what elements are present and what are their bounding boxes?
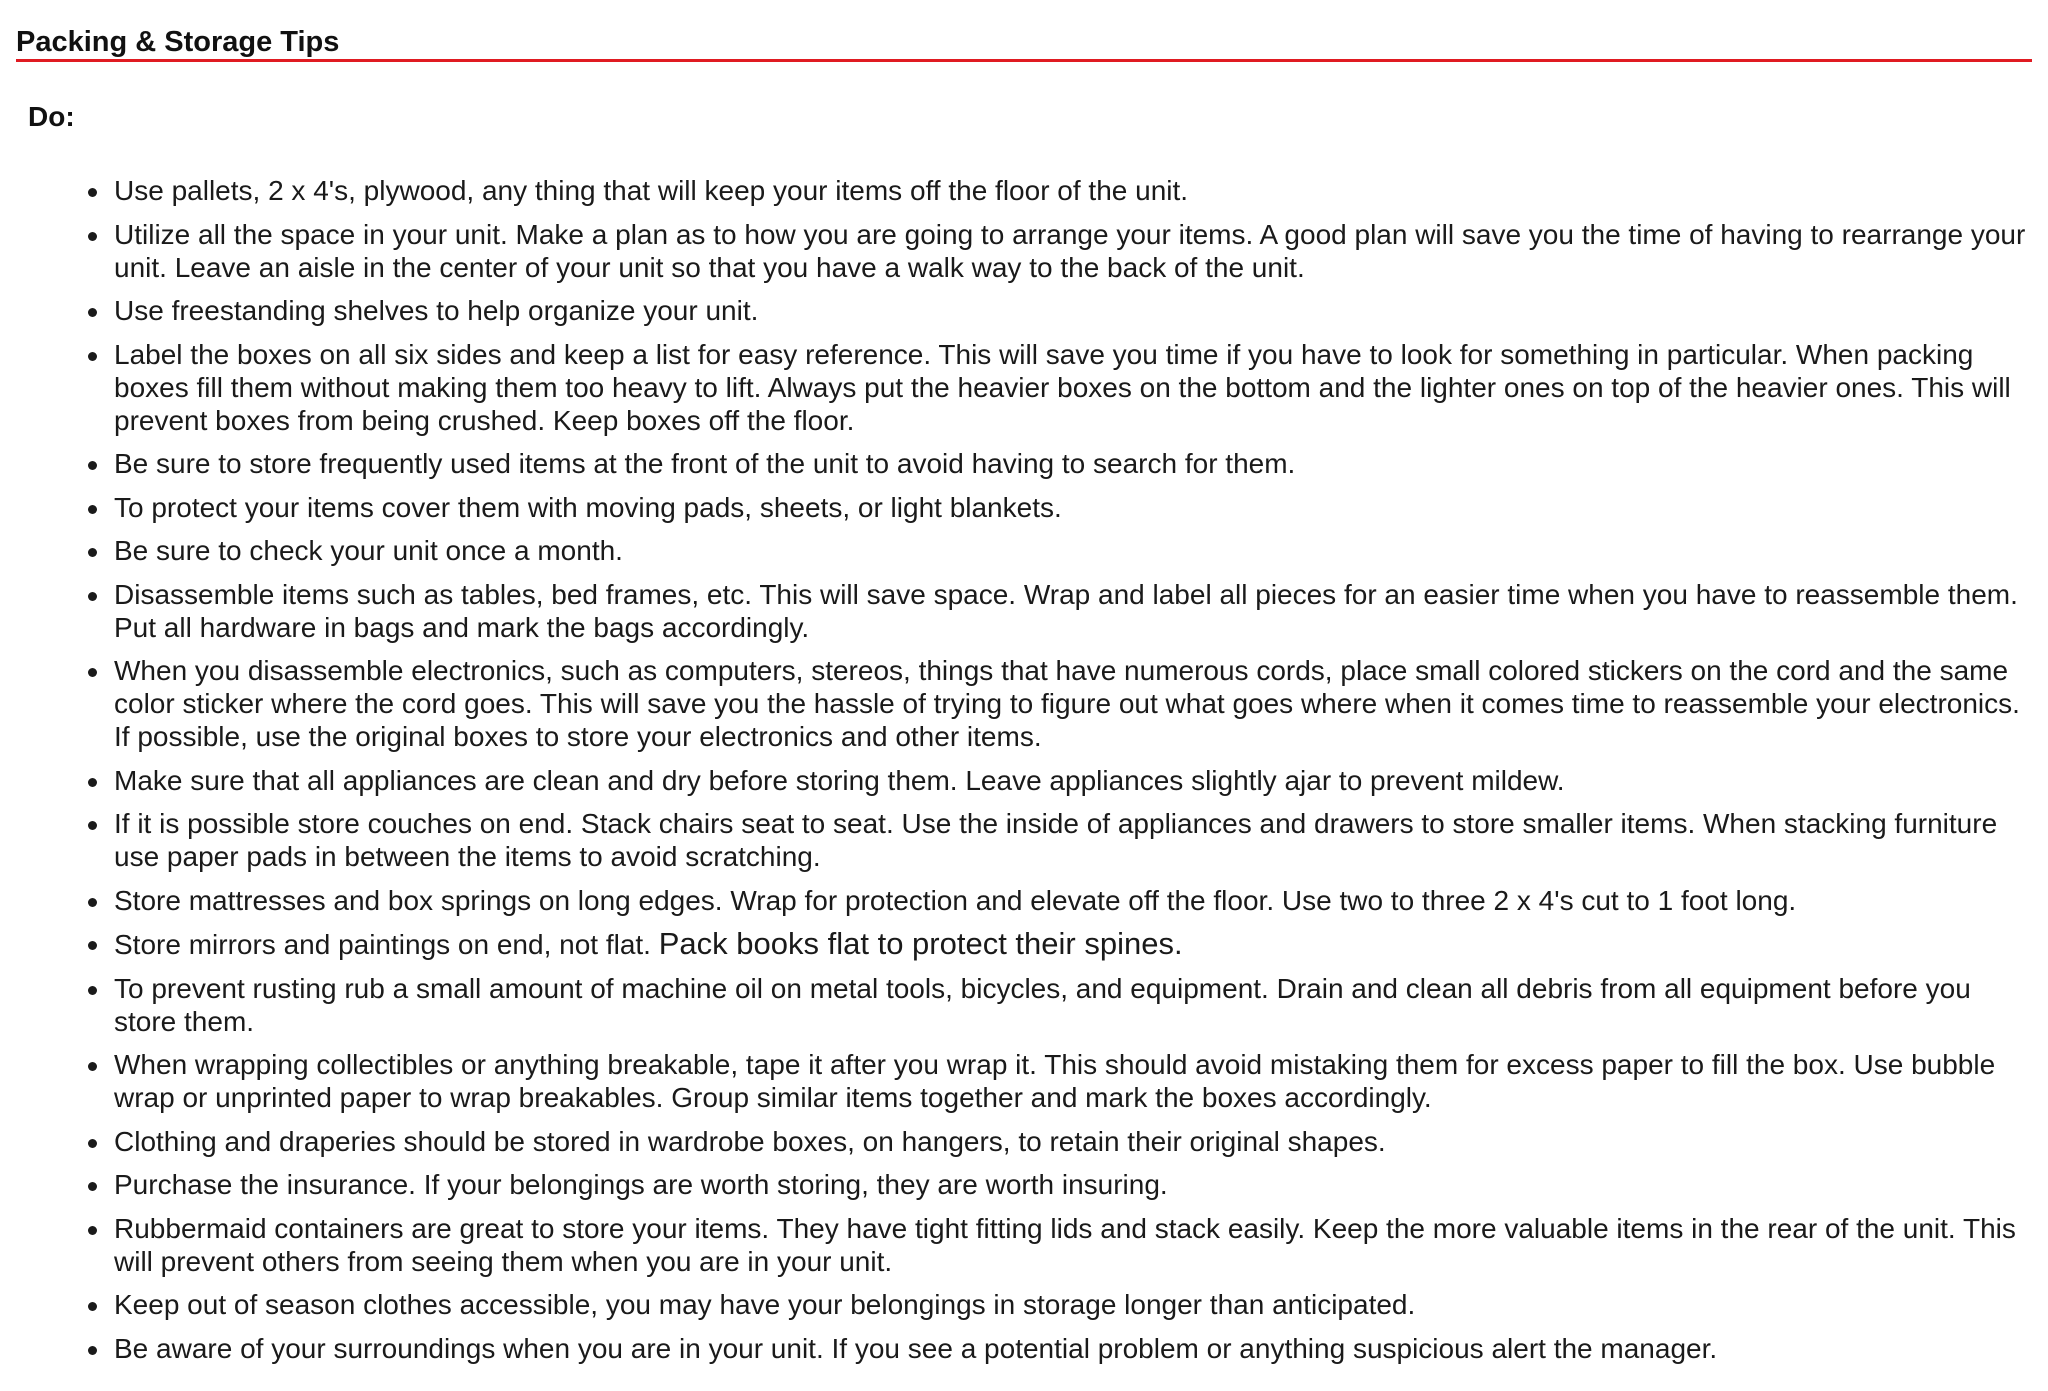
tip-text: Label the boxes on all six sides and keep a list for easy reference. This will save you time if you have to look for something in particular. When packing boxes fill them without making them too heavy to lift. Always put the heavier boxes on the bottom and the lighter ones on top of the heavier ones. This will prevent boxes from being crushed. Keep boxes off the floor. bbox=[114, 338, 2011, 436]
bullet-icon bbox=[88, 1346, 97, 1355]
tip-list-item bbox=[114, 578, 2030, 644]
bullet-icon bbox=[88, 1302, 97, 1311]
tip-list-item bbox=[114, 1288, 2030, 1321]
tip-text: To prevent rusting rub a small amount of machine oil on metal tools, bicycles, and equipment. Drain and clean all debris from all equipment before you store them. bbox=[114, 972, 1971, 1037]
tip-text: Use pallets, 2 x 4's, plywood, any thing that will keep your items off the floor of the unit. bbox=[114, 175, 1189, 206]
tip-text: Store mirrors and paintings on end, not flat. bbox=[114, 929, 659, 960]
bullet-icon bbox=[88, 592, 97, 601]
section-heading-do: Do: bbox=[28, 101, 75, 132]
tip-text: Be aware of your surroundings when you are in your unit. If you see a potential problem or anything suspicious alert the manager. bbox=[114, 1332, 1718, 1364]
tip-text: When you disassemble electronics, such as computers, stereos, things that have numerous cords, place small colored stickers on the cord and the same color sticker where the cord goes. This will save you the hassle of trying to figure out what goes where when it comes time to reassemble your electronics. If possible, use the original boxes to store your electronics and other items. bbox=[114, 655, 2020, 752]
tip-list-item bbox=[114, 534, 2030, 567]
tip-list-item bbox=[114, 654, 2030, 753]
bullet-icon bbox=[88, 352, 97, 361]
bullet-icon bbox=[88, 548, 97, 557]
tips-list bbox=[114, 174, 2030, 1375]
tip-list-item bbox=[114, 174, 2030, 207]
bullet-icon bbox=[88, 778, 97, 787]
tip-text: Utilize all the space in your unit. Make a plan as to how you are going to arrange your items. A good plan will save you the time of having to rearrange your unit. Leave an aisle in the center of your unit so that you have a walk way to the back of the unit. bbox=[114, 218, 2026, 283]
bullet-icon bbox=[88, 986, 97, 995]
tip-list-item bbox=[114, 972, 2030, 1038]
bullet-icon bbox=[88, 232, 97, 241]
tip-list-item bbox=[114, 447, 2030, 480]
tip-text: Be sure to check your unit once a month. bbox=[114, 535, 623, 566]
bullet-icon bbox=[88, 1226, 97, 1235]
bullet-icon bbox=[88, 668, 97, 677]
bullet-icon bbox=[88, 188, 97, 197]
tip-text: When wrapping collectibles or anything breakable, tape it after you wrap it. This should avoid mistaking them for excess paper to fill the box. Use bubble wrap or unprinted paper to wrap breakables. Group similar items together and mark the boxes accordingly. bbox=[114, 1049, 1996, 1113]
tip-list-item bbox=[114, 294, 2030, 327]
tip-list-item bbox=[114, 338, 2030, 437]
tip-list-item bbox=[114, 764, 2030, 797]
tip-text: Use freestanding shelves to help organize your unit. bbox=[114, 295, 759, 326]
tip-list-item bbox=[114, 218, 2030, 284]
tip-list-item bbox=[114, 491, 2030, 524]
tip-text: Disassemble items such as tables, bed frames, etc. This will save space. Wrap and label all pieces for an easier time when you have to reassemble them. Put all hardware in bags and mark the bags accordingly. bbox=[114, 578, 2018, 643]
tip-text: Make sure that all appliances are clean and dry before storing them. Leave appliances slightly ajar to prevent mildew. bbox=[114, 764, 1565, 796]
bullet-icon bbox=[88, 941, 97, 950]
tip-list-item bbox=[114, 1125, 2030, 1158]
tip-list-item bbox=[114, 1168, 2030, 1201]
tip-list-item bbox=[114, 807, 2030, 873]
tip-text: If it is possible store couches on end. Stack chairs seat to seat. Use the inside of appliances and drawers to store smaller items. When stacking furniture use paper pads in between the items to avoid scratching. bbox=[114, 808, 1998, 872]
tip-list-item bbox=[114, 1048, 2030, 1114]
tip-list-item bbox=[114, 927, 2030, 961]
tip-text: Store mattresses and box springs on long edges. Wrap for protection and elevate off the floor. Use two to three 2 x 4's cut to 1 foot long. bbox=[114, 884, 1797, 916]
title-bar bbox=[16, 26, 2032, 62]
tip-text: Be sure to store frequently used items at the front of the unit to avoid having to search for them. bbox=[114, 448, 1296, 479]
bullet-icon bbox=[88, 1139, 97, 1148]
tip-text: Rubbermaid containers are great to store your items. They have tight fitting lids and stack easily. Keep the more valuable items in the rear of the unit. This will prevent others from seeing them when you are in your unit. bbox=[114, 1212, 2016, 1277]
page-title: Packing & Storage Tips bbox=[16, 26, 340, 58]
tip-text: Purchase the insurance. If your belongings are worth storing, they are worth insuring. bbox=[114, 1169, 1168, 1200]
tip-list-item bbox=[114, 1212, 2030, 1278]
bullet-icon bbox=[88, 1182, 97, 1191]
bullet-icon bbox=[88, 461, 97, 470]
tip-text-emphasis: Pack books flat to protect their spines. bbox=[658, 926, 1183, 961]
tip-text: Keep out of season clothes accessible, you may have your belongings in storage longer than anticipated. bbox=[114, 1289, 1416, 1320]
tip-list-item bbox=[114, 884, 2030, 917]
bullet-icon bbox=[88, 898, 97, 907]
bullet-icon bbox=[88, 1062, 97, 1071]
bullet-icon bbox=[88, 505, 97, 514]
bullet-icon bbox=[88, 821, 97, 830]
bullet-icon bbox=[88, 308, 97, 317]
tip-list-item bbox=[114, 1332, 2030, 1365]
tip-text: To protect your items cover them with moving pads, sheets, or light blankets. bbox=[114, 491, 1062, 523]
tip-text: Clothing and draperies should be stored in wardrobe boxes, on hangers, to retain their original shapes. bbox=[114, 1125, 1386, 1157]
